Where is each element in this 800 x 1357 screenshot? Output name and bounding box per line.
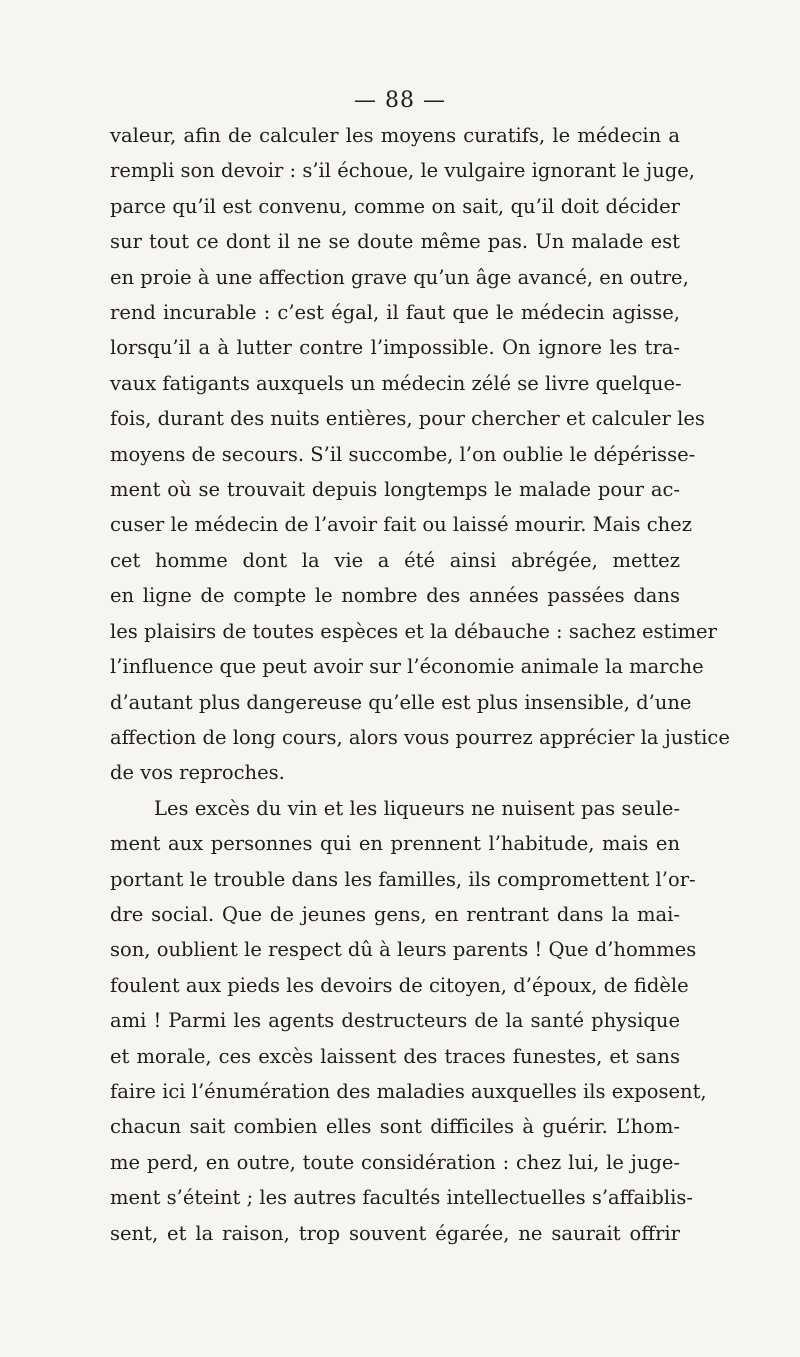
- text-line: les plaisirs de toutes espèces et la débauche : sachez estimer: [110, 619, 717, 643]
- text-line: foulent aux pieds les devoirs de citoyen, d’époux, de fidèle: [110, 973, 689, 997]
- text-line: affection de long cours, alors vous pourrez apprécier la justice: [110, 725, 730, 749]
- text-line: son, oublient le respect dû à leurs parents ! Que d’hommes: [110, 938, 697, 962]
- text-line: portant le trouble dans les familles, ils compromettent l’or-: [110, 867, 696, 891]
- text-line: ment où se trouvait depuis longtemps le malade pour ac-: [110, 478, 680, 502]
- page-number-header: — 88 —: [354, 88, 446, 113]
- text-line: faire ici l’énumération des maladies auxquelles ils exposent,: [110, 1079, 707, 1103]
- text-line: et morale, ces excès laissent des traces funestes, et sans: [110, 1044, 680, 1068]
- text-line: de vos reproches.: [110, 761, 285, 785]
- text-line: sur tout ce dont il ne se doute même pas. Un malade est: [110, 230, 680, 254]
- text-line: parce qu’il est convenu, comme on sait, qu’il doit décider: [110, 194, 680, 218]
- text-line: Les excès du vin et les liqueurs ne nuisent pas seule-: [154, 796, 680, 820]
- paragraph: [110, 118, 730, 791]
- text-line: me perd, en outre, toute considération : chez lui, le juge-: [110, 1150, 680, 1174]
- text-line: ment s’éteint ; les autres facultés intellectuelles s’affaiblis-: [110, 1186, 693, 1210]
- text-line: en proie à une affection grave qu’un âge avancé, en outre,: [110, 265, 689, 289]
- text-line: cet homme dont la vie a été ainsi abrégée, mettez: [110, 548, 680, 572]
- text-line: rempli son devoir : s’il échoue, le vulgaire ignorant le juge,: [110, 159, 695, 183]
- text-line: moyens de secours. S’il succombe, l’on oublie le dépérisse-: [110, 442, 696, 466]
- text-line: lorsqu’il a à lutter contre l’impossible. On ignore les tra-: [110, 336, 680, 360]
- text-line: dre social. Que de jeunes gens, en rentrant dans la mai-: [110, 902, 680, 926]
- text-line: ment aux personnes qui en prennent l’habitude, mais en: [110, 832, 680, 856]
- text-line: vaux fatigants auxquels un médecin zélé se livre quelque-: [110, 371, 682, 395]
- text-line: d’autant plus dangereuse qu’elle est plus insensible, d’une: [110, 690, 692, 714]
- text-line: valeur, afin de calculer les moyens curatifs, le médecin a: [110, 124, 680, 147]
- paragraph: [110, 791, 707, 1251]
- text-line: fois, durant des nuits entières, pour chercher et calculer les: [110, 407, 705, 431]
- text-line: rend incurable : c’est égal, il faut que le médecin agisse,: [110, 301, 680, 325]
- text-line: l’influence que peut avoir sur l’économie animale la marche: [110, 655, 704, 679]
- text-line: ami ! Parmi les agents destructeurs de la santé physique: [110, 1009, 680, 1033]
- text-line: en ligne de compte le nombre des années passées dans: [110, 584, 680, 608]
- body-text: [110, 118, 730, 1251]
- text-line: chacun sait combien elles sont difficiles à guérir. L’hom-: [110, 1115, 680, 1139]
- text-line: sent, et la raison, trop souvent égarée, ne saurait offrir: [110, 1221, 680, 1245]
- text-line: cuser le médecin de l’avoir fait ou laissé mourir. Mais chez: [110, 513, 693, 537]
